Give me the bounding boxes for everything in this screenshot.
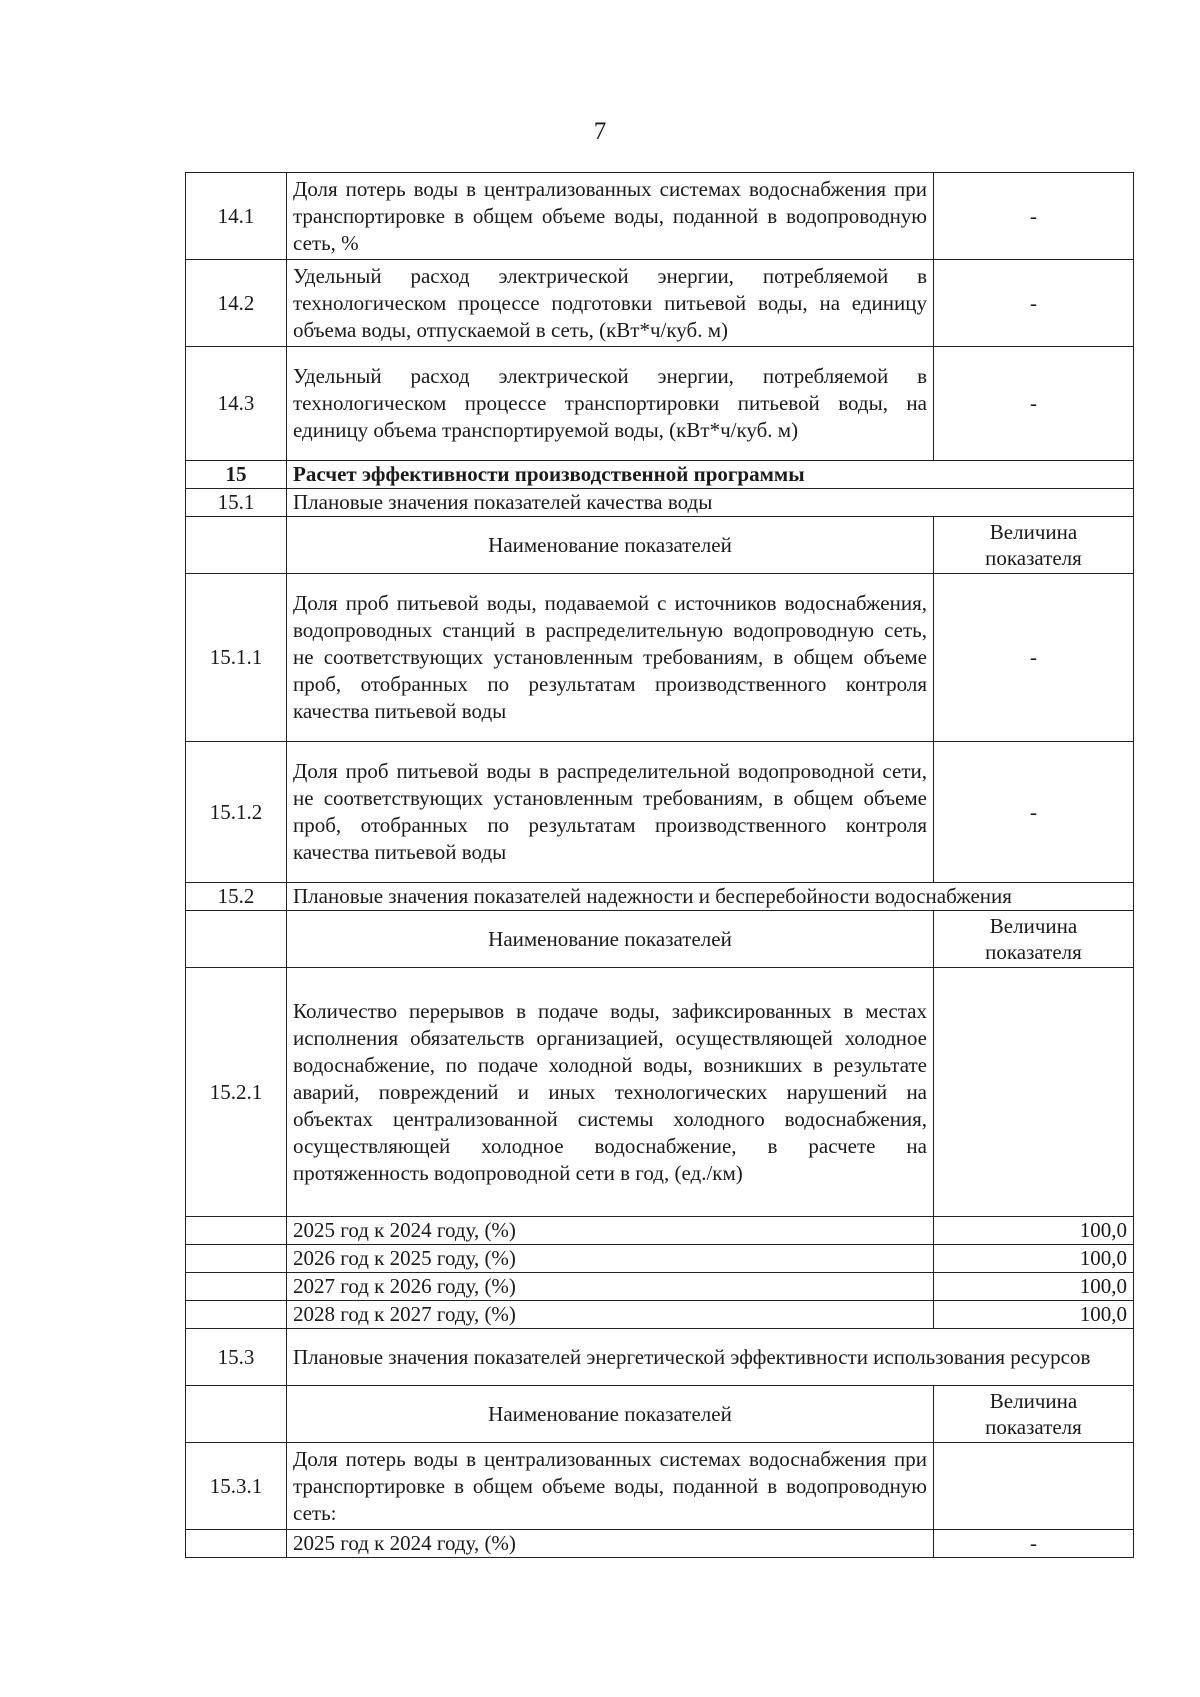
indicator-value: - xyxy=(934,742,1134,883)
indicator-name: Доля потерь воды в централизованных системах водоснабжения при транспортировке в общем объеме воды, поданной в водопроводную сеть: xyxy=(287,1443,934,1530)
header-row xyxy=(186,517,1134,574)
header-indicator-value: Величина показателя xyxy=(934,1386,1134,1443)
indicator-value: - xyxy=(934,173,1134,260)
table-row xyxy=(186,1301,1134,1329)
empty-cell xyxy=(186,1386,287,1443)
row-number: 15.1.2 xyxy=(186,742,287,883)
period-value: 100,0 xyxy=(934,1217,1134,1245)
indicator-name: Доля проб питьевой воды, подаваемой с источников водоснабжения, водопроводных станций в распределительную водопроводную сеть, не соответствующих установленным требованиям, в общем объеме проб, отобранных по результатам производственного контроля качества питьевой воды xyxy=(287,574,934,742)
indicators-table xyxy=(185,172,1134,1558)
period-value: 100,0 xyxy=(934,1273,1134,1301)
row-number: 15.3.1 xyxy=(186,1443,287,1530)
period-label: 2027 год к 2026 году, (%) xyxy=(287,1273,934,1301)
period-value: 100,0 xyxy=(934,1301,1134,1329)
table-row xyxy=(186,1245,1134,1273)
empty-cell xyxy=(934,968,1134,1217)
header-indicator-value: Величина показателя xyxy=(934,911,1134,968)
empty-cell xyxy=(186,1217,287,1245)
header-indicator-name: Наименование показателей xyxy=(287,1386,934,1443)
table-row xyxy=(186,347,1134,461)
row-number: 15.1.1 xyxy=(186,574,287,742)
empty-cell xyxy=(186,1530,287,1558)
empty-cell xyxy=(934,1443,1134,1530)
section-number: 15 xyxy=(186,461,287,489)
header-indicator-name: Наименование показателей xyxy=(287,517,934,574)
table-row xyxy=(186,1443,1134,1530)
indicator-value: - xyxy=(934,260,1134,347)
period-label: 2028 год к 2027 году, (%) xyxy=(287,1301,934,1329)
page-number: 7 xyxy=(593,118,607,145)
subsection-number: 15.3 xyxy=(186,1329,287,1386)
row-number: 14.2 xyxy=(186,260,287,347)
empty-cell xyxy=(186,1273,287,1301)
indicator-name: Удельный расход электрической энергии, потребляемой в технологическом процессе транспортировки питьевой воды, на единицу объема транспортируемой воды, (кВт*ч/куб. м) xyxy=(287,347,934,461)
period-label: 2025 год к 2024 году, (%) xyxy=(287,1217,934,1245)
subsection-title: Плановые значения показателей качества воды xyxy=(287,489,1134,517)
subsection-number: 15.1 xyxy=(186,489,287,517)
indicator-name: Доля потерь воды в централизованных системах водоснабжения при транспортировке в общем объеме воды, поданной в водопроводную сеть, % xyxy=(287,173,934,260)
indicator-name: Количество перерывов в подаче воды, зафиксированных в местах исполнения обязательств организацией, осуществляющей холодное водоснабжение, по подаче холодной воды, возникших в результате аварий, повреждений и иных технологических нарушений на объектах централизованной системы холодного водоснабжения, осуществляющей холодное водоснабжение, в расчете на протяженность водопроводной сети в год, (ед./км) xyxy=(287,968,934,1217)
table-row xyxy=(186,260,1134,347)
header-indicator-value: Величина показателя xyxy=(934,517,1134,574)
subsection-title: Плановые значения показателей надежности и бесперебойности водоснабжения xyxy=(287,883,1134,911)
period-value: - xyxy=(934,1530,1134,1558)
subsection-row xyxy=(186,1329,1134,1386)
indicator-value: - xyxy=(934,347,1134,461)
section-row xyxy=(186,461,1134,489)
subsection-title: Плановые значения показателей энергетической эффективности использования ресурсов xyxy=(287,1329,1134,1386)
table-row xyxy=(186,574,1134,742)
empty-cell xyxy=(186,517,287,574)
empty-cell xyxy=(186,1301,287,1329)
table-row xyxy=(186,742,1134,883)
table-row xyxy=(186,968,1134,1217)
table-row xyxy=(186,1273,1134,1301)
table-row xyxy=(186,173,1134,260)
table-row xyxy=(186,1217,1134,1245)
period-label: 2026 год к 2025 году, (%) xyxy=(287,1245,934,1273)
row-number: 14.1 xyxy=(186,173,287,260)
period-label: 2025 год к 2024 году, (%) xyxy=(287,1530,934,1558)
indicator-value: - xyxy=(934,574,1134,742)
subsection-row xyxy=(186,883,1134,911)
table-row xyxy=(186,1530,1134,1558)
empty-cell xyxy=(186,911,287,968)
section-title: Расчет эффективности производственной программы xyxy=(287,461,1134,489)
subsection-row xyxy=(186,489,1134,517)
subsection-number: 15.2 xyxy=(186,883,287,911)
indicator-name: Доля проб питьевой воды в распределительной водопроводной сети, не соответствующих установленным требованиям, в общем объеме проб, отобранных по результатам производственного контроля качества питьевой воды xyxy=(287,742,934,883)
header-indicator-name: Наименование показателей xyxy=(287,911,934,968)
header-row xyxy=(186,1386,1134,1443)
header-row xyxy=(186,911,1134,968)
period-value: 100,0 xyxy=(934,1245,1134,1273)
row-number: 14.3 xyxy=(186,347,287,461)
indicator-name: Удельный расход электрической энергии, потребляемой в технологическом процессе подготовки питьевой воды, на единицу объема воды, отпускаемой в сеть, (кВт*ч/куб. м) xyxy=(287,260,934,347)
empty-cell xyxy=(186,1245,287,1273)
row-number: 15.2.1 xyxy=(186,968,287,1217)
